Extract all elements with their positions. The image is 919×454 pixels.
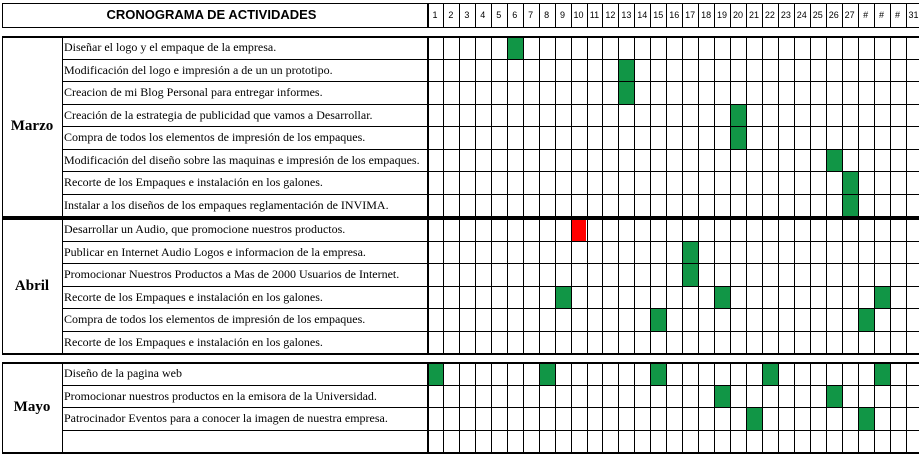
grid-line-v bbox=[682, 218, 683, 353]
day-number: # bbox=[863, 10, 869, 20]
day-number: 19 bbox=[717, 10, 728, 20]
scheduled-day-cell bbox=[618, 81, 634, 104]
grid-line-v bbox=[778, 362, 779, 452]
grid-line-v bbox=[842, 362, 843, 452]
grid-line-v bbox=[810, 36, 811, 216]
grid-line-v bbox=[650, 362, 651, 452]
grid-line-v bbox=[778, 36, 779, 216]
grid-line-v bbox=[634, 36, 635, 216]
grid-line-v bbox=[746, 36, 747, 216]
day-number: 1 bbox=[432, 10, 438, 20]
day-number: 14 bbox=[637, 10, 648, 20]
activity-label: Recorte de los Empaques e instalación en los galones. bbox=[64, 175, 323, 189]
grid-line-v bbox=[587, 36, 588, 216]
grid-line-v bbox=[698, 218, 699, 353]
grid-line-v bbox=[730, 218, 731, 353]
grid-line-v bbox=[810, 362, 811, 452]
scheduled-day-cell bbox=[682, 241, 698, 264]
day-number: 26 bbox=[828, 10, 839, 20]
day-number: 31 bbox=[908, 10, 919, 20]
scheduled-day-cell bbox=[682, 263, 698, 286]
scheduled-day-cell bbox=[730, 104, 746, 127]
activity-label: Diseño de la pagina web bbox=[64, 366, 182, 380]
scheduled-day-cell bbox=[874, 286, 890, 309]
grid-line-v bbox=[507, 36, 508, 216]
grid-line-v bbox=[906, 218, 907, 353]
grid-line-v bbox=[523, 36, 524, 216]
grid-line-h bbox=[2, 452, 919, 454]
scheduled-day-cell bbox=[714, 286, 730, 309]
scheduled-day-cell bbox=[858, 308, 874, 331]
day-number: 10 bbox=[573, 10, 584, 20]
grid-line-v bbox=[906, 36, 907, 216]
grid-line-v bbox=[842, 218, 843, 353]
scheduled-day-cell bbox=[842, 171, 858, 194]
scheduled-day-cell bbox=[650, 308, 666, 331]
scheduled-day-cell bbox=[555, 286, 571, 309]
grid-line-v bbox=[459, 36, 460, 216]
grid-line-v bbox=[666, 36, 667, 216]
scheduled-day-cell bbox=[730, 126, 746, 149]
activity-label: Modificación del logo e impresión a de un un prototipo. bbox=[64, 62, 333, 77]
grid-line-v bbox=[730, 362, 731, 452]
day-number: 13 bbox=[621, 10, 632, 20]
day-number: 2 bbox=[448, 10, 454, 20]
grid-line-v bbox=[539, 362, 540, 452]
activity-label: Desarrollar un Audio, que promocione nuestros productos. bbox=[64, 222, 346, 236]
grid-line-v bbox=[475, 36, 476, 216]
grid-line-v bbox=[746, 362, 747, 452]
grid-line-v bbox=[555, 218, 556, 353]
activity-label: Compra de todos los elementos de impresión de los empaques. bbox=[64, 312, 366, 326]
grid-line-v bbox=[698, 36, 699, 216]
grid-line-v bbox=[650, 218, 651, 353]
day-number: 4 bbox=[480, 10, 486, 20]
day-number: 12 bbox=[605, 10, 616, 20]
day-number: 17 bbox=[685, 10, 696, 20]
day-number: 21 bbox=[748, 10, 759, 20]
grid-line-v bbox=[491, 218, 492, 353]
grid-line-v bbox=[874, 36, 875, 216]
grid-line-v bbox=[858, 36, 859, 216]
month-label: Mayo bbox=[13, 399, 51, 415]
grid-line-v bbox=[523, 218, 524, 353]
grid-line-v bbox=[746, 218, 747, 353]
grid-line-v bbox=[666, 218, 667, 353]
day-number: 25 bbox=[812, 10, 823, 20]
grid-line-v bbox=[507, 218, 508, 353]
grid-line-v bbox=[698, 362, 699, 452]
grid-line-v bbox=[794, 36, 795, 216]
scheduled-day-cell bbox=[539, 362, 555, 385]
grid-line-v bbox=[890, 36, 891, 216]
activity-label: Modificación del diseño sobre las maquinas e impresión de los empaques. bbox=[64, 152, 420, 167]
day-number: 24 bbox=[796, 10, 807, 20]
activity-label: Diseñar el logo y el empaque de la empresa. bbox=[64, 40, 277, 54]
grid-line-v bbox=[682, 362, 683, 452]
grid-line-v bbox=[762, 218, 763, 353]
grid-line-v bbox=[826, 362, 827, 452]
grid-line-v bbox=[714, 218, 715, 353]
grid-line-v bbox=[459, 218, 460, 353]
activity-label: Promocionar nuestros productos en la emisora de la Universidad. bbox=[64, 388, 377, 403]
grid-line-v bbox=[730, 36, 731, 216]
day-number: 18 bbox=[701, 10, 712, 20]
grid-line-v bbox=[634, 362, 635, 452]
scheduled-day-cell bbox=[427, 362, 443, 385]
activity-label: Instalar a los diseños de los empaques reglamentación de INVIMA. bbox=[64, 197, 389, 212]
day-number: 11 bbox=[589, 10, 600, 20]
grid-line-v bbox=[874, 218, 875, 353]
activity-label: Promocionar Nuestros Productos a Mas de 2000 Usuarios de Internet. bbox=[64, 267, 400, 281]
grid-line-v bbox=[555, 36, 556, 216]
page-title: CRONOGRAMA DE ACTIVIDADES bbox=[106, 7, 317, 22]
grid-line-v bbox=[666, 362, 667, 452]
grid-line-v bbox=[794, 362, 795, 452]
activity-label: Patrocinador Eventos para a conocer la imagen de nuestra empresa. bbox=[64, 411, 388, 425]
grid-line-v bbox=[858, 362, 859, 452]
grid-line-v bbox=[842, 36, 843, 216]
grid-line-v bbox=[587, 218, 588, 353]
day-number: 6 bbox=[512, 10, 518, 20]
grid-line-v bbox=[714, 36, 715, 216]
grid-line-v bbox=[906, 362, 907, 452]
scheduled-day-cell bbox=[826, 149, 842, 172]
activity-label: Compra de todos los elementos de impresión de los empaques. bbox=[64, 130, 366, 144]
grid-line-v bbox=[874, 362, 875, 452]
grid-line-v bbox=[778, 218, 779, 353]
grid-line-v bbox=[810, 218, 811, 353]
scheduled-day-cell bbox=[826, 385, 842, 408]
grid-line-v bbox=[826, 36, 827, 216]
activity-label: Recorte de los Empaques e instalación en los galones. bbox=[64, 289, 323, 304]
grid-line-v bbox=[475, 218, 476, 353]
day-number: 9 bbox=[560, 10, 566, 20]
scheduled-day-cell bbox=[618, 59, 634, 82]
grid-line-v bbox=[539, 36, 540, 216]
grid-line-v bbox=[571, 362, 572, 452]
month-label: Marzo bbox=[10, 118, 54, 134]
activity-label: Creacion de mi Blog Personal para entregar informes. bbox=[64, 85, 323, 99]
grid-line-h bbox=[2, 353, 919, 355]
grid-line-v bbox=[555, 362, 556, 452]
grid-line-v bbox=[491, 36, 492, 216]
day-number: 3 bbox=[464, 10, 470, 20]
day-number: 8 bbox=[544, 10, 550, 20]
grid-line-v bbox=[794, 218, 795, 353]
day-number: 5 bbox=[496, 10, 502, 20]
day-number: 23 bbox=[780, 10, 791, 20]
day-number: 22 bbox=[764, 10, 775, 20]
scheduled-day-cell bbox=[650, 362, 666, 385]
grid-line-v bbox=[618, 36, 619, 216]
grid-line-v bbox=[890, 362, 891, 452]
grid-line-v bbox=[602, 218, 603, 353]
grid-line-v bbox=[571, 36, 572, 216]
grid-line-v bbox=[602, 362, 603, 452]
day-number: 27 bbox=[844, 10, 855, 20]
grid-line-h bbox=[2, 27, 919, 28]
grid-line-v bbox=[459, 362, 460, 452]
grid-line-v bbox=[762, 362, 763, 452]
day-number: # bbox=[879, 10, 885, 20]
scheduled-day-cell bbox=[507, 36, 523, 59]
highlighted-day-cell bbox=[571, 218, 587, 241]
scheduled-day-cell bbox=[842, 194, 858, 217]
grid-line-v bbox=[826, 218, 827, 353]
scheduled-day-cell bbox=[858, 407, 874, 430]
grid-line-v bbox=[507, 362, 508, 452]
day-number: 16 bbox=[669, 10, 680, 20]
day-number: # bbox=[895, 10, 901, 20]
month-label: Abril bbox=[14, 277, 50, 294]
grid-line-v bbox=[618, 362, 619, 452]
day-number: 20 bbox=[733, 10, 744, 20]
grid-line-v bbox=[682, 36, 683, 216]
grid-line-v bbox=[602, 36, 603, 216]
grid-line-v bbox=[443, 218, 444, 353]
scheduled-day-cell bbox=[874, 362, 890, 385]
grid-line-v bbox=[618, 218, 619, 353]
scheduled-day-cell bbox=[714, 385, 730, 408]
scheduled-day-cell bbox=[746, 407, 762, 430]
grid-line-v bbox=[858, 218, 859, 353]
activity-label: Recorte de los Empaques e instalación en los galones. bbox=[64, 334, 323, 349]
day-number: 7 bbox=[528, 10, 534, 20]
scheduled-day-cell bbox=[762, 362, 778, 385]
day-number: 15 bbox=[653, 10, 664, 20]
grid-line-v bbox=[587, 362, 588, 452]
grid-line-v bbox=[571, 218, 572, 353]
grid-line-v bbox=[523, 362, 524, 452]
activity-label: Publicar en Internet Audio Logos e informacion de la empresa. bbox=[64, 244, 366, 259]
grid-line-v bbox=[714, 362, 715, 452]
grid-line-v bbox=[475, 362, 476, 452]
grid-line-v bbox=[539, 218, 540, 353]
grid-line-v bbox=[634, 218, 635, 353]
grid-line-v bbox=[443, 36, 444, 216]
activity-label: Creación de la estrategia de publicidad que vamos a Desarrollar. bbox=[64, 107, 373, 122]
grid-line-v bbox=[890, 218, 891, 353]
grid-line-v bbox=[650, 36, 651, 216]
grid-line-v bbox=[762, 36, 763, 216]
grid-line-v bbox=[443, 362, 444, 452]
grid-line-v bbox=[491, 362, 492, 452]
